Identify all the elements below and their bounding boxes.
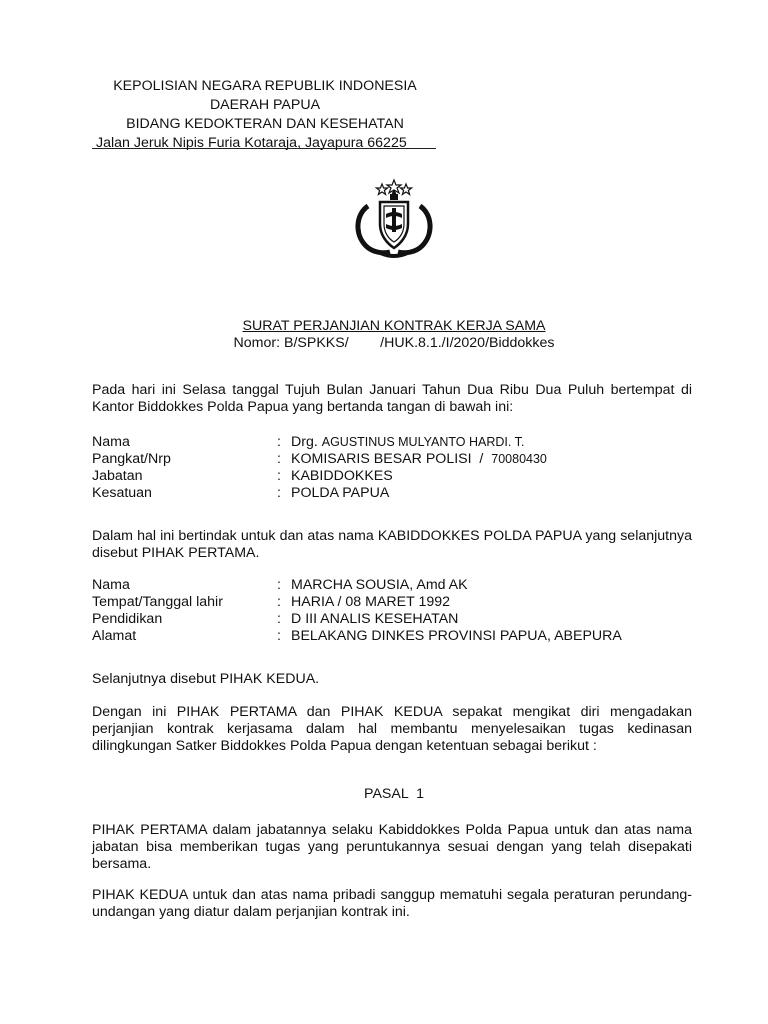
police-emblem-icon [346, 178, 442, 260]
field-value [291, 434, 524, 451]
letterhead-address: Jalan Jeruk Nipis Furia Kotaraja, Jayapura 66225 [96, 135, 407, 151]
party1-row [92, 468, 547, 485]
letterhead [92, 77, 438, 153]
party1-row [92, 451, 547, 468]
field-label: Kesatuan [92, 485, 152, 501]
field-value: BELAKANG DINKES PROVINSI PAPUA, ABEPURA [291, 628, 622, 644]
document-heading [0, 318, 768, 352]
field-colon: : [277, 468, 281, 484]
field-colon: : [277, 485, 281, 501]
party2-row [92, 594, 622, 611]
field-value-prefix: Drg. [291, 434, 322, 450]
party2-row [92, 577, 622, 594]
party2-statement: Selanjutnya disebut PIHAK KEDUA. [92, 671, 320, 687]
party2-row [92, 611, 622, 628]
field-colon: : [277, 628, 281, 644]
field-value: MARCHA SOUSIA, Amd AK [291, 577, 468, 593]
field-value: KABIDDOKKES [291, 468, 393, 484]
pasal-heading: PASAL 1 [364, 786, 424, 802]
field-label: Pendidikan [92, 611, 163, 627]
document-title: SURAT PERJANJIAN KONTRAK KERJA SAMA [242, 318, 546, 334]
letterhead-institution: KEPOLISIAN NEGARA REPUBLIK INDONESIA [113, 78, 417, 94]
field-label: Pangkat/Nrp [92, 451, 171, 467]
field-colon: : [277, 434, 281, 450]
letterhead-divider [92, 148, 436, 149]
document-number: Nomor: B/SPKKS/ /HUK.8.1./I/2020/Biddokkes [233, 335, 555, 351]
pasal1-paragraph-1: PIHAK PERTAMA dalam jabatannya selaku Kabiddokkes Polda Papua untuk dan atas nama jabatan bisa memberikan tugas yang peruntukannya sesuai dengan yang telah disepakati bersama. [92, 822, 692, 872]
opening-paragraph: Pada hari ini Selasa tanggal Tujuh Bulan Januari Tahun Dua Ribu Dua Puluh bertempat di Kantor Biddokkes Polda Papua yang bertanda tangan di bawah ini: [92, 382, 692, 415]
field-value: D III ANALIS KESEHATAN [291, 611, 459, 627]
party2-fields [92, 577, 622, 645]
field-colon: : [277, 611, 281, 627]
party1-row [92, 485, 547, 502]
field-value-suffix: 70080430 [491, 452, 547, 466]
field-label: Nama [92, 434, 130, 450]
field-value [291, 451, 547, 468]
agreement-paragraph: Dengan ini PIHAK PERTAMA dan PIHAK KEDUA sepakat mengikat diri mengadakan perjanjian kontrak kerjasama dalam hal membantu menyelesaikan tugas kedinasan dilingkungan Satker Biddokkes Polda Papua dengan ketentuan sebagai berikut : [92, 704, 692, 754]
letterhead-division: BIDANG KEDOKTERAN DAN KESEHATAN [126, 116, 404, 132]
party1-statement: Dalam hal ini bertindak untuk dan atas nama KABIDDOKKES POLDA PAPUA yang selanjutnya disebut PIHAK PERTAMA. [92, 528, 692, 561]
letterhead-region: DAERAH PAPUA [209, 97, 321, 113]
field-value: HARIA / 08 MARET 1992 [291, 594, 451, 610]
party1-row [92, 434, 547, 451]
field-label: Nama [92, 577, 130, 593]
field-label: Jabatan [92, 468, 143, 484]
field-value-main: AGUSTINUS MULYANTO HARDI. T. [321, 435, 525, 449]
field-label: Alamat [92, 628, 137, 644]
pasal1-paragraph-2: PIHAK KEDUA untuk dan atas nama pribadi sanggup mematuhi segala peraturan perundang-undangan yang diatur dalam perjanjian kontrak ini. [92, 887, 692, 920]
party1-fields [92, 434, 547, 502]
field-colon: : [277, 451, 281, 467]
field-label: Tempat/Tanggal lahir [92, 594, 223, 610]
field-colon: : [277, 577, 281, 593]
field-value-main: KOMISARIS BESAR POLISI / [291, 451, 492, 467]
field-colon: : [277, 594, 281, 610]
field-value: POLDA PAPUA [291, 485, 390, 501]
party2-row [92, 628, 622, 645]
